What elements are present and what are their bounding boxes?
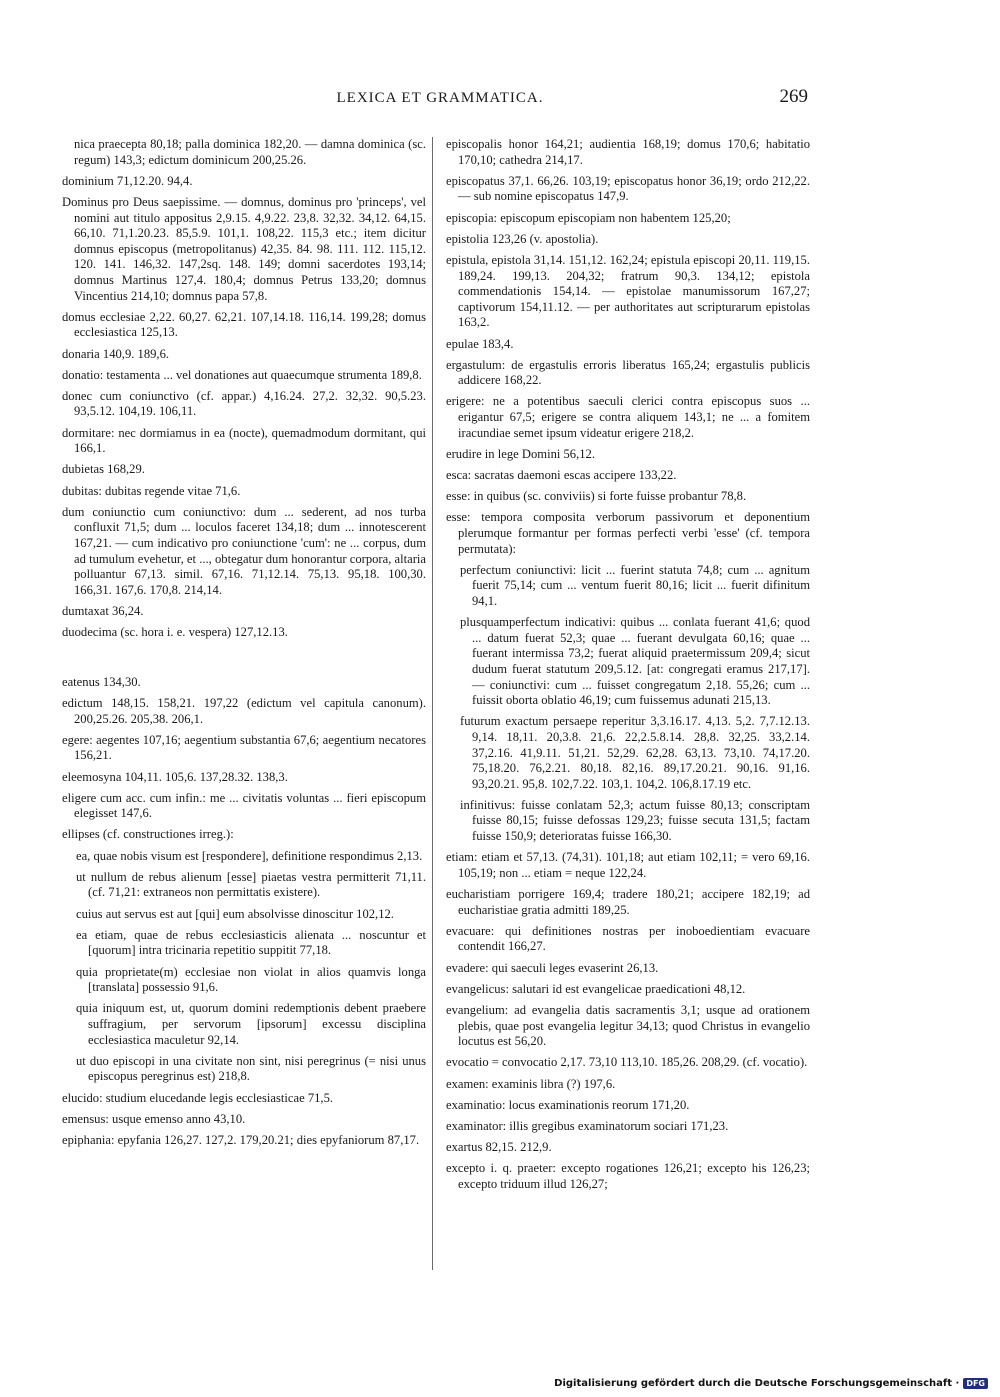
entry-eleemosyna: eleemosyna 104,11. 105,6. 137,28.32. 138,3. — [62, 769, 288, 784]
entry-evacuare: evacuare: qui definitiones nostras per inoboedientiam evacuare contendit 166,27. — [446, 923, 810, 954]
entry-evadere: evadere: qui saeculi leges evaserint 26,13. — [446, 960, 659, 975]
page-number: 269 — [779, 86, 808, 107]
entry-esse-tempora: esse: tempora composita verborum passivorum et deponentium plerumque formantur per formas perfecti verbi 'esse' (cf. tempora permutata): — [446, 510, 810, 556]
entry-eligere: eligere cum acc. cum infin.: me ... civitatis voluntas ... fieri episcopum elegisset 147,6. — [62, 790, 426, 821]
entry-egere: egere: aegentes 107,16; aegentium substantia 67,6; aegentium necatores 156,21. — [62, 732, 426, 763]
entry-dum: dum coniunctio cum coniunctivo: dum ... sederent, ad nos turba confluxit 71,5; dum ... loculos faceret 134,18; dum ... innotescerent 167,21. — cum indicativo pro coniunctione 'cum': ne ... corpus, dum ad tumulum evehetur, et ..., obtegatur dum honorantur corpora, altaria polluantur 67,13. simil. 67,16. 71,12.14. 75,13. 95,18. 100,30. 166,31. 167,6. 170,8. 214,14. — [62, 504, 426, 597]
right-column — [446, 137, 810, 1198]
subentry-ellipsis: cuius aut servus est aut [qui] eum absolvisse dinoscitur 102,12. — [76, 906, 394, 921]
subentry-perfectum: perfectum coniunctivi: licit ... fuerint statuta 74,8; cum ... agnitum fuerit 75,14; cum ... ventum fuerit 80,16; licit ... fuerit difinitum 94,1. — [460, 562, 810, 608]
entry-donec: donec cum coniunctivo (cf. appar.) 4,16.24. 27,2. 32,32. 90,5.23. 93,5.12. 104,19. 106,11. — [62, 388, 426, 419]
entry-erigere: erigere: ne a potentibus saeculi clerici contra episcopus suos ... erigantur 67,5; erigere se contra aliquem 143,1; ne ... a fomitem iracundiae semet ipsum videatur erigere 218,2. — [446, 394, 810, 440]
entry-epistula: epistula, epistola 31,14. 151,12. 162,24; epistula episcopi 20,11. 119,15. 189,24. 199,13. 204,32; fratrum 90,3. 134,12; epistola commendationis 154,14. — epistolae manumissorum 167,27; captivorum 154,11.12. — per authoritates aut scripturarum epistolas 163,2. — [446, 252, 810, 330]
entry-dubietas: dubietas 168,29. — [62, 462, 145, 477]
entry-evocatio: evocatio = convocatio 2,17. 73,10 113,10. 185,26. 208,29. (cf. vocatio). — [446, 1055, 808, 1070]
entry-exartus: exartus 82,15. 212,9. — [446, 1140, 552, 1155]
entry-emensus: emensus: usque emenso anno 43,10. — [62, 1111, 246, 1126]
entry-esca: esca: sacratas daemoni escas accipere 133,22. — [446, 468, 677, 483]
subentry-ellipsis: ut nullum de rebus alienum [esse] piaetas vestra permitterit 71,11. (cf. 71,21: extraneos non permittatis existere). — [76, 869, 426, 900]
entry-elucido: elucido: studium elucedande legis ecclesiasticae 71,5. — [62, 1090, 334, 1105]
entry-dubitas: dubitas: dubitas regende vitae 71,6. — [62, 483, 241, 498]
left-column — [62, 137, 426, 1154]
entry-erudire: erudire in lege Domini 56,12. — [446, 446, 595, 461]
subentry-ellipsis: ea etiam, quae de rebus ecclesiasticis alienata ... noscuntur et [quorum] intra tricinaria repetitio suppitit 77,18. — [76, 927, 426, 958]
subentry-plusquamperfectum: plusquamperfectum indicativi: quibus ... conlata fuerant 41,6; quod ... datum fuerat 52,3; quae ... fuerant devulgata 60,16; quae ... fuerant intermissa 73,2; fuerat aliquid praetermissum 209,4; sicut dudum fuerat statutum 209,5.12. [at: congregati eramus 217,17]. — coniunctivi: cum ... fuisset congregatum 2,18. 55,26; cum ... fuissit oborta oblatio 46,19; cum fuissemus adunati 215,13. — [460, 615, 810, 708]
credit-text: Digitalisierung gefördert durch die Deutsche Forschungsgemeinschaft · — [554, 1378, 960, 1389]
entry-domus: domus ecclesiae 2,22. 60,27. 62,21. 107,14.18. 116,14. 199,28; domus ecclesiastica 125,13. — [62, 309, 426, 340]
entry-duodecima: duodecima (sc. hora i. e. vespera) 127,12.13. — [62, 625, 288, 640]
entry-episcopia: episcopia: episcopum episcopiam non habentem 125,20; — [446, 210, 731, 225]
entry-evangelium: evangelium: ad evangelia datis sacramentis 3,1; usque ad orationem plebis, quae post evangelia legitur 34,13; quod Christus in evangelio locutus est 56,20. — [446, 1002, 810, 1049]
subentry-infinitivus: infinitivus: fuisse conlatam 52,3; actum fuisse 80,13; conscriptam fuisse 80,15; fuisse defossas 129,23; fuisse secuta 131,5; factam fuisse 150,9; deterioratas fuisse 166,30. — [460, 797, 810, 844]
entry-dominus: Dominus pro Deus saepissime. — domnus, dominus pro 'princeps', vel nomini aut titulo appositus 2,9.15. 4,9.22. 23,8. 32,32. 34,12. 64,15. 66,10. 71,1.20.23. 85,5.9. 101,1. 108,22. 115,3 etc.; item dicitur domnus episcopus (metropolitanus) 42,35. 84. 98. 111. 112. 115,12. 120. 141. 146,32. 147,2sq. 148. 149; domni sacerdotes 193,14; domnus Martinus 127,4. 180,4; domnus Petrus 133,20; domnus Vincentius 214,10; domnus papa 57,8. — [62, 194, 426, 303]
entry-dominium: dominium 71,12.20. 94,4. — [62, 173, 193, 188]
entry-etiam: etiam: etiam et 57,13. (74,31). 101,18; aut etiam 102,11; = vero 69,16. 105,19; non ... etiam = neque 122,24. — [446, 850, 810, 880]
entry-ellipses: ellipses (cf. constructiones irreg.): — [62, 827, 234, 842]
subentry-ellipsis: quia proprietate(m) ecclesiae non violat in alios quamvis longa [translata] possessio 91,6. — [76, 964, 426, 995]
running-head: LEXICA ET GRAMMATICA. — [336, 90, 544, 106]
entry-examinatio: examinatio: locus examinationis reorum 171,20. — [446, 1097, 690, 1112]
subentry-futurum-exactum: futurum exactum persaepe reperitur 3,3.16.17. 4,13. 5,2. 7,7.12.13. 9,14. 18,11. 20,3.8. 21,6. 22,2.5.8.14. 28,8. 32,25. 33,2.14. 37,2.16. 41,9.11. 51,21. 52,29. 62,28. 63,13. 73,10. 74,17.20. 75,18.20. 76,2.21. 80,18. 82,16. 89,17.20.21. 90,16. 91,16. 93,20.21. 95,8. 102,7.22. 103,1. 104,2. 106,8.17.19 etc. — [460, 714, 810, 791]
subentry-ellipsis: quia iniquum est, ut, quorum domini redemptionis debent praebere suffragium, per servorum [ipsorum] excessu disciplina ecclesiastica maculetur 92,14. — [76, 1001, 426, 1047]
entry-dumtaxat: dumtaxat 36,24. — [62, 603, 144, 618]
entry-ergastulum: ergastulum: de ergastulis erroris liberatus 165,24; ergastulis publicis addicere 168,22. — [446, 357, 810, 388]
entry-epiphania: epiphania: epyfania 126,27. 127,2. 179,20.21; dies epyfaniorum 87,17. — [62, 1132, 420, 1147]
entry-examinator: examinator: illis gregibus examinatorum sociari 171,23. — [446, 1118, 729, 1133]
entry-evangelicus: evangelicus: salutari id est evangelicae praedicationi 48,12. — [446, 981, 746, 996]
entry-episcopalis: episcopalis honor 164,21; audientia 168,19; domus 170,6; habitatio 170,10; cathedra 214,17. — [446, 137, 810, 167]
entry-edictum: edictum 148,15. 158,21. 197,22 (edictum vel capitula canonum). 200,25.26. 205,38. 206,1. — [62, 695, 426, 726]
entry-donatio: donatio: testamenta ... vel donationes aut quaecumque strumenta 189,8. — [62, 367, 422, 382]
entry-epulae: epulae 183,4. — [446, 336, 514, 351]
entry-episcopatus: episcopatus 37,1. 66,26. 103,19; episcopatus honor 36,19; ordo 212,22. — sub nomine episcopatus 147,9. — [446, 173, 810, 204]
subentry-ellipsis: ut duo episcopi in una civitate non sint, nisi peregrinus (= nisi unus episcopus peregrinus est) 218,8. — [76, 1053, 426, 1084]
entry-examen: examen: examinis libra (?) 197,6. — [446, 1076, 616, 1091]
entry-donaria: donaria 140,9. 189,6. — [62, 346, 170, 361]
column-divider — [432, 137, 433, 1270]
entry-eucharistia: eucharistiam porrigere 169,4; tradere 180,21; accipere 182,19; ad eucharistiae gratia admitti 189,25. — [446, 887, 810, 917]
digitization-credit — [554, 1378, 988, 1389]
entry-eatenus: eatenus 134,30. — [62, 674, 141, 689]
subentry-ellipsis: ea, quae nobis visum est [respondere], definitione respondimus 2,13. — [76, 848, 423, 863]
entry-esse: esse: in quibus (sc. conviviis) si forte fuisse probantur 78,8. — [446, 489, 747, 504]
entry-excepto: excepto i. q. praeter: excepto rogationes 126,21; excepto his 126,23; excepto triduum illud 126,27; — [446, 1161, 810, 1191]
entry-dormitare: dormitare: nec dormiamus in ea (nocte), quemadmodum dormitant, qui 166,1. — [62, 425, 426, 456]
dfg-logo: DFG — [963, 1378, 988, 1389]
entry-epistolia: epistolia 123,26 (v. apostolia). — [446, 231, 599, 246]
entry-nica: nica praecepta 80,18; palla dominica 182,20. — damna dominica (sc. regum) 143,3; edictum dominicum 200,25.26. — [74, 137, 426, 167]
